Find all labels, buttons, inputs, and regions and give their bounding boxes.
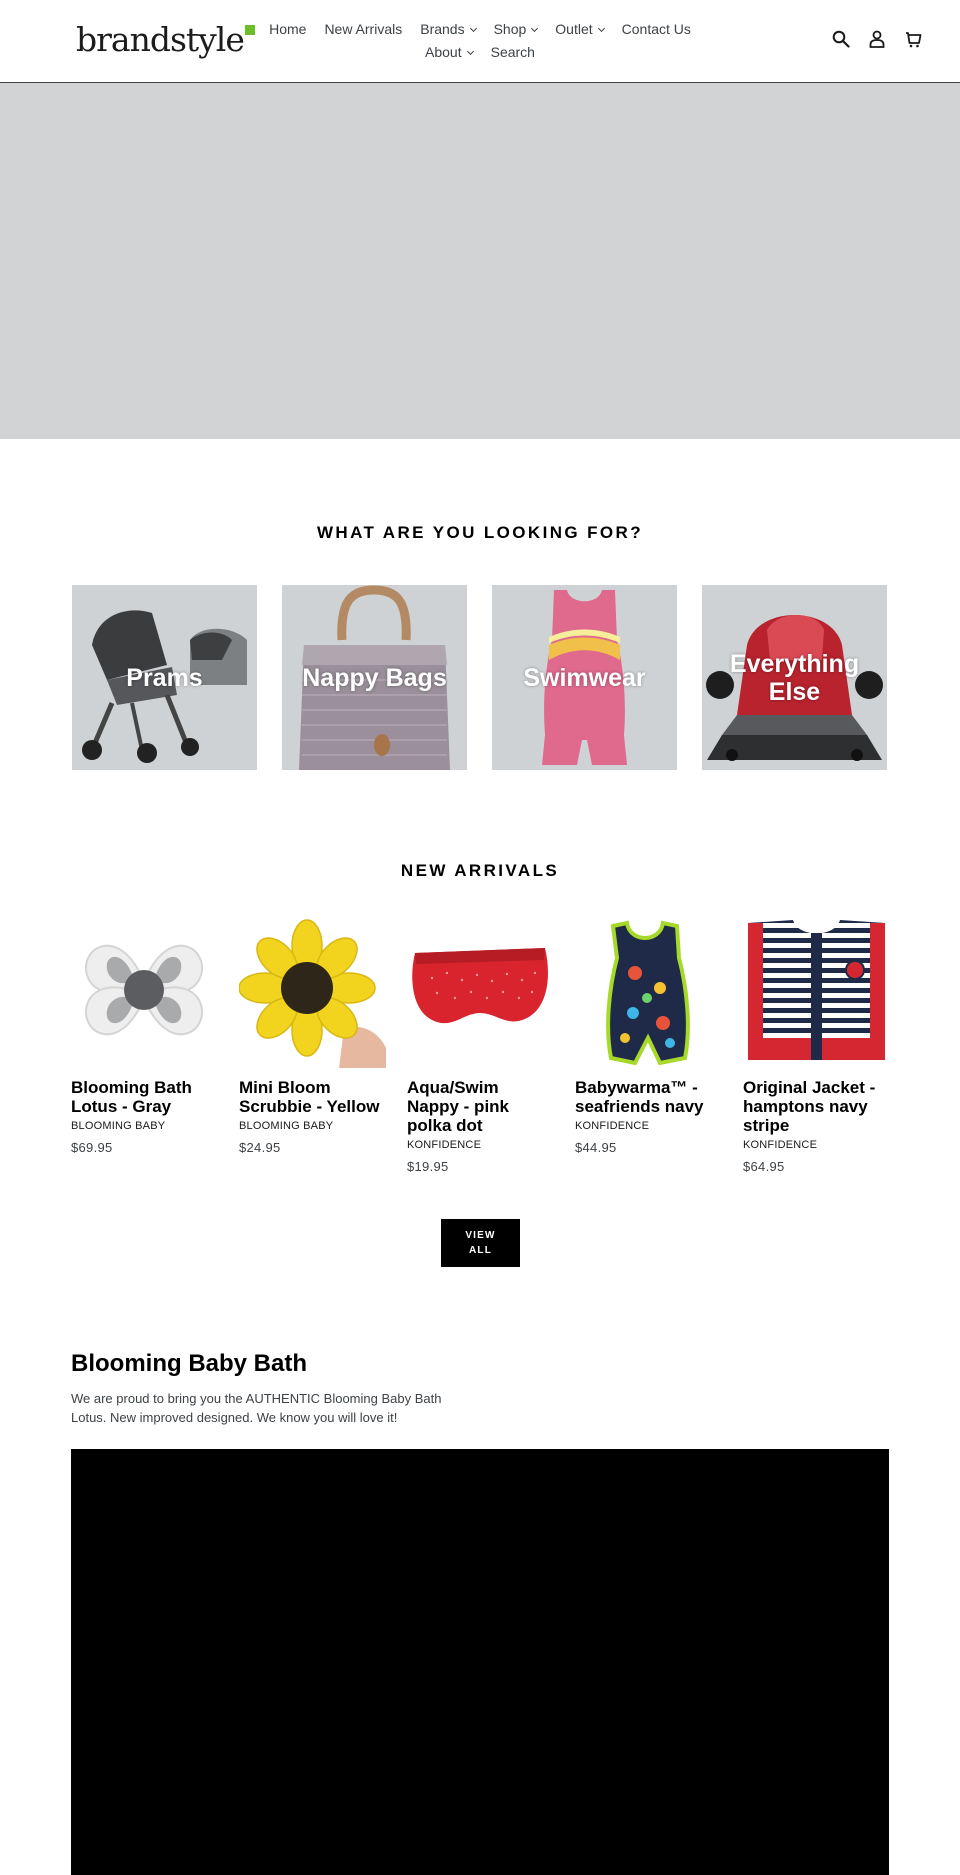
collection-tile-swimwear[interactable]	[492, 585, 677, 770]
product-price: $69.95	[71, 1140, 113, 1155]
nav-item-new-arrivals[interactable]	[315, 18, 411, 41]
product-card-original-jacket[interactable]	[743, 918, 890, 1174]
tile-label: Everything Else	[729, 649, 860, 706]
nav-label: Search	[490, 44, 535, 60]
float-jacket-image	[743, 918, 890, 1068]
chevron-down-icon	[467, 48, 474, 55]
tile-label: Swimwear	[523, 663, 646, 692]
product-card-aqua-swim-nappy[interactable]	[407, 918, 554, 1174]
product-image[interactable]	[71, 918, 218, 1068]
nav-item-shop[interactable]	[485, 18, 547, 41]
collection-grid	[72, 585, 888, 770]
header-icons	[830, 28, 924, 50]
product-title[interactable]: Blooming Bath Lotus - Gray	[71, 1078, 192, 1116]
nav-label: New Arrivals	[324, 21, 403, 37]
new-arrivals-title: NEW ARRIVALS	[400, 861, 560, 880]
product-card-babywarma[interactable]	[575, 918, 722, 1155]
tile-label: Prams	[126, 663, 203, 692]
account-icon[interactable]	[866, 28, 888, 50]
product-image[interactable]	[239, 918, 386, 1068]
product-vendor: KONFIDENCE	[575, 1120, 650, 1132]
view-all-button[interactable]	[441, 1219, 520, 1267]
nav-row-secondary	[260, 41, 700, 64]
product-price: $24.95	[239, 1140, 281, 1155]
feature-text: We are proud to bring you the AUTHENTIC Blooming Baby Bath Lotus. New improved designed. We know you will love it!	[71, 1391, 442, 1425]
nav-label: Brands	[420, 21, 465, 37]
nav-item-brands[interactable]	[411, 18, 484, 41]
lotus-bath-image	[71, 918, 218, 1068]
collections-title: WHAT ARE YOU LOOKING FOR?	[316, 523, 643, 542]
view-all-label-line2: ALL	[468, 1245, 493, 1256]
product-image[interactable]	[407, 918, 554, 1068]
nav-label: Contact Us	[621, 21, 691, 37]
product-title[interactable]: Babywarma™ - seafriends navy	[575, 1078, 704, 1116]
main-nav	[260, 18, 700, 64]
nav-label: Shop	[493, 21, 527, 37]
nav-item-contact-us[interactable]	[613, 18, 700, 41]
nav-item-outlet[interactable]	[546, 18, 612, 41]
view-all-label-line1: VIEW	[465, 1230, 496, 1241]
logo-square-icon	[245, 25, 255, 35]
nav-item-search[interactable]	[482, 41, 544, 64]
collection-tile-prams[interactable]	[72, 585, 257, 770]
product-card-blooming-bath-lotus[interactable]	[71, 918, 218, 1155]
nav-row-primary	[260, 18, 700, 41]
cart-icon[interactable]	[902, 28, 924, 50]
search-icon[interactable]	[830, 28, 852, 50]
video-player[interactable]	[71, 1449, 889, 1875]
nav-label: About	[425, 44, 462, 60]
nav-label: Outlet	[555, 21, 593, 37]
product-price: $44.95	[575, 1140, 617, 1155]
product-vendor: BLOOMING BABY	[71, 1120, 166, 1132]
logo-text: brandstyle	[76, 20, 244, 59]
product-title[interactable]: Mini Bloom Scrubbie - Yellow	[239, 1078, 380, 1116]
product-vendor: BLOOMING BABY	[239, 1120, 334, 1132]
product-title[interactable]: Aqua/Swim Nappy - pink polka dot	[407, 1078, 510, 1135]
swim-nappy-image	[407, 918, 554, 1068]
product-vendor: KONFIDENCE	[743, 1139, 818, 1151]
chevron-down-icon	[470, 25, 477, 32]
product-price: $19.95	[407, 1159, 449, 1174]
site-header	[0, 0, 960, 83]
product-price: $64.95	[743, 1159, 785, 1174]
nav-item-about[interactable]	[416, 41, 482, 64]
product-card-mini-bloom-scrubbie[interactable]	[239, 918, 386, 1155]
hero-banner	[0, 83, 960, 439]
feature-heading: Blooming Baby Bath	[71, 1350, 308, 1377]
product-image[interactable]	[575, 918, 722, 1068]
nav-item-home[interactable]	[260, 18, 315, 41]
brand-logo[interactable]	[76, 22, 255, 58]
chevron-down-icon	[531, 25, 538, 32]
product-title[interactable]: Original Jacket - hamptons navy stripe	[743, 1078, 876, 1135]
chevron-down-icon	[598, 25, 605, 32]
sunflower-scrubbie-image	[239, 918, 386, 1068]
collection-tile-everything-else[interactable]	[702, 585, 887, 770]
babywarma-wetsuit-image	[575, 918, 722, 1068]
nav-label: Home	[269, 21, 307, 37]
collection-tile-nappy-bags[interactable]	[282, 585, 467, 770]
product-vendor: KONFIDENCE	[407, 1139, 482, 1151]
product-image[interactable]	[743, 918, 890, 1068]
tile-label: Nappy Bags	[302, 663, 447, 692]
